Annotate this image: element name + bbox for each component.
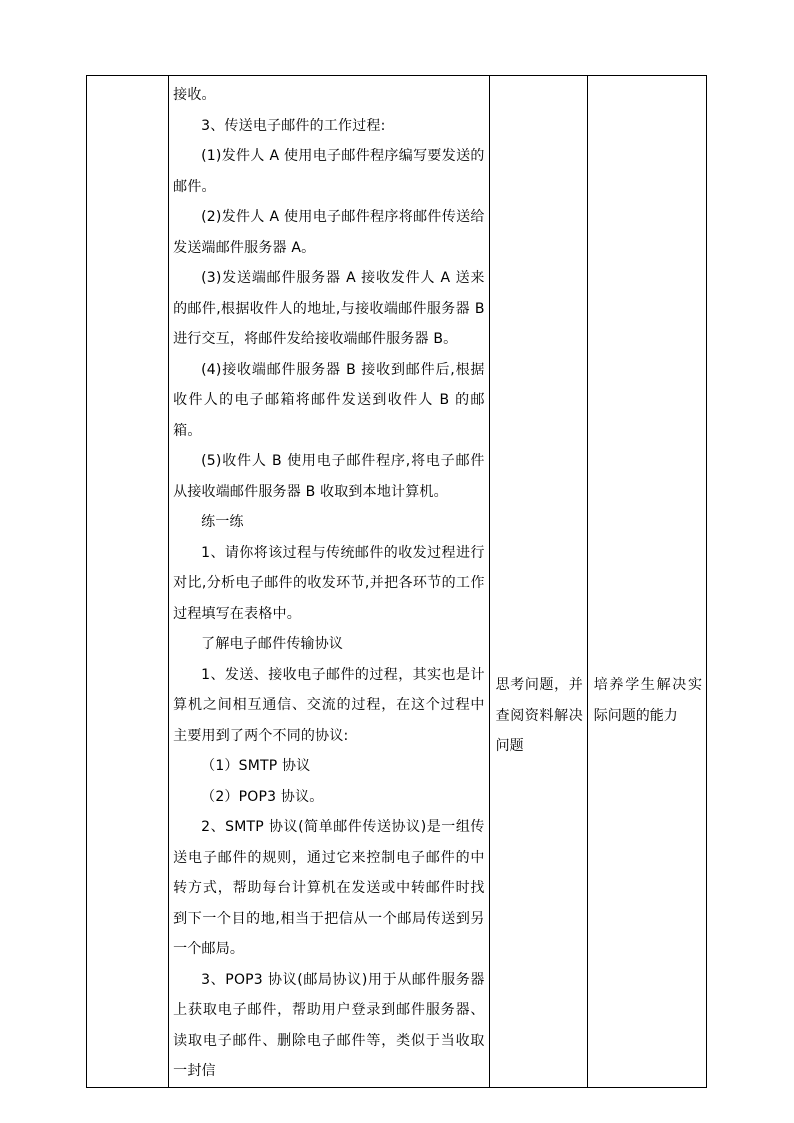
student-activity-text: 思考问题，并查阅资料解决问题 [495,677,583,754]
content-paragraph: (4)接收端邮件服务器 B 接收到邮件后,根据收件人的电子邮箱将邮件发送到收件人 B 的邮箱。 [173,361,485,439]
content-paragraph: 练一练 [201,514,244,530]
content-paragraph: 3、传送电子邮件的工作过程: [201,117,386,134]
empty-stage-cell [87,76,169,1088]
content-paragraph: 2、SMTP 协议(简单邮件传送协议)是一组传送电子邮件的规则，通过它来控制电子邮件的中转方式，帮助每台计算机在发送或中转邮件时找到下一个目的地,相当于把信从一个邮局传送到另一个邮局。 [173,819,485,957]
content-paragraph: （2）POP3 协议。 [201,788,324,805]
content-paragraph: (2)发件人 A 使用电子邮件程序将邮件传送给发送端邮件服务器 A。 [173,209,485,256]
table-row [87,76,707,1088]
design-intent-cell [587,76,706,1088]
content-paragraph: 1、发送、接收电子邮件的过程，其实也是计算机之间相互通信、交流的过程，在这个过程中主要用到了两个不同的协议: [173,666,485,744]
content-paragraph: 接收。 [173,87,216,103]
content-paragraph: 了解电子邮件传输协议 [201,636,344,652]
content-paragraph: （1）SMTP 协议 [201,758,311,774]
content-paragraph: (3)发送端邮件服务器 A 接收发件人 A 送来的邮件,根据收件人的地址,与接收端邮件服务器 B 进行交互，将邮件发给接收端邮件服务器 B。 [173,270,485,347]
student-activity-cell [489,76,587,1088]
design-intent-text: 培养学生解决实际问题的能力 [593,677,702,724]
content-paragraph: 1、请你将该过程与传统邮件的收发过程进行对比,分析电子邮件的收发环节,并把各环节的工作过程填写在表格中。 [173,544,485,622]
lesson-plan-table [86,75,707,1088]
teaching-content-cell [169,76,490,1088]
content-paragraph: 3、POP3 协议(邮局协议)用于从邮件服务器上获取电子邮件，帮助用户登录到邮件服务器、读取电子邮件、删除电子邮件等，类似于当收取一封信 [173,971,485,1079]
content-paragraph: (5)收件人 B 使用电子邮件程序,将电子邮件从接收端邮件服务器 B 收取到本地计算机。 [173,453,485,500]
teaching-content [169,76,489,1087]
content-paragraph: (1)发件人 A 使用电子邮件程序编写要发送的邮件。 [173,148,485,195]
